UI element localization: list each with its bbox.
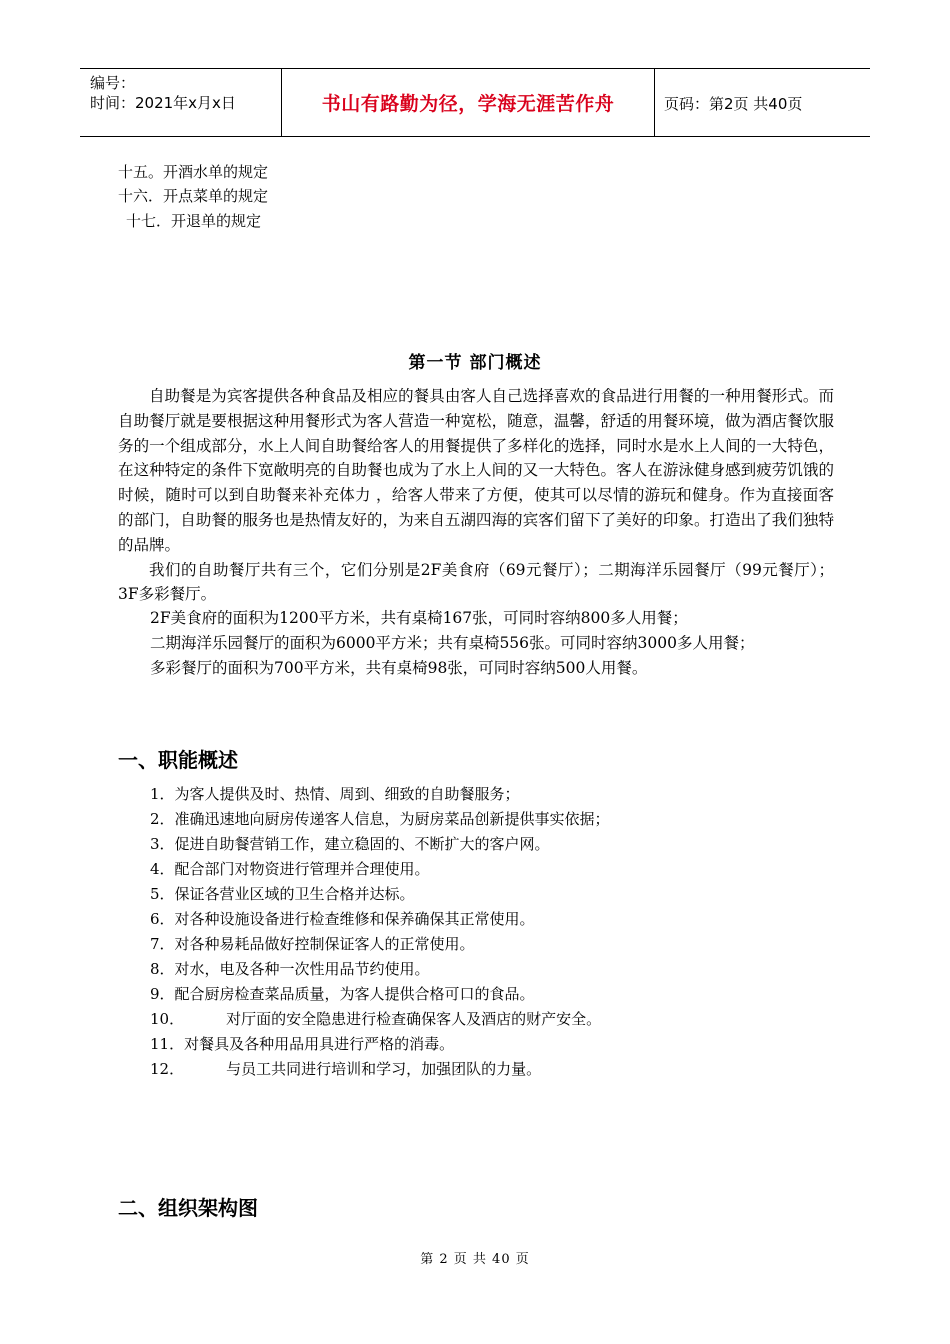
page-footer: 第 2 页 共 40 页 [420,1252,530,1267]
item-number: 7． [150,935,175,953]
item-text: 对餐具及各种用品用具进行严格的消毒。 [184,1035,455,1053]
header-number: 编号： [90,74,136,92]
item-text: 配合厨房检查菜品质量，为客人提供合格可口的食品。 [174,985,535,1003]
restaurant-detail-line: 2F美食府的面积为1200平方米，共有桌椅167张，可同时容纳800多人用餐； [150,609,688,627]
item-text: 为客人提供及时、热情、周到、细致的自助餐服务； [174,785,520,803]
list-item [150,932,610,957]
list-item [150,857,610,882]
list-item [150,1057,610,1082]
item-text: 配合部门对物资进行管理并合理使用。 [174,860,430,878]
list-item [150,957,610,982]
item-number: 5． [150,885,175,903]
item-number: 4． [150,860,175,878]
item-text: 与员工共同进行培训和学习，加强团队的力量。 [226,1060,542,1078]
header-motto: 书山有路勤为径，学海无涯苦作舟 [321,93,615,115]
header-divider [654,69,655,136]
list-item [150,882,610,907]
section-title: 第一节 部门概述 [408,353,542,373]
list-item [150,1007,610,1032]
section-body [118,384,834,607]
item-text: 促进自助餐营销工作，建立稳固的、不断扩大的客户网。 [174,835,550,853]
paragraph-intro: 自助餐是为宾客提供各种食品及相应的餐具由客人自己选择喜欢的食品进行用餐的一种用餐形式。而自助餐厅就是要根据这种用餐形式为客人营造一种宽松，随意，温馨，舒适的用餐环境，做为酒店餐饮服务的一个组成部分，水上人间自助餐给客人的用餐提供了多样化的选择，同时水是水上人间的一大特色，在这种特定的条件下宽敞明亮的自助餐也成为了水上人间的又一大特色。客人在游泳健身感到疲劳饥饿的时候，随时可以到自助餐来补充体力 ，给客人带来了方便，使其可以尽情的游玩和健身。作为直接面客的部门，自助餐的服务也是热情友好的，为来自五湖四海的宾客们留下了美好的印象。打造出了我们独特的品牌。 [118,387,834,554]
toc-item: 十六．开点菜单的规定 [118,187,269,205]
toc-item: 十五。开酒水单的规定 [118,163,269,181]
list-item [150,807,610,832]
list-item [150,907,610,932]
restaurant-detail-line: 二期海洋乐园餐厅的面积为6000平方米；共有桌椅556张。可同时容纳3000多人用餐； [150,634,755,652]
item-text: 准确迅速地向厨房传递客人信息，为厨房菜品创新提供事实依据； [174,810,610,828]
page-header [80,68,870,137]
list-item [150,1032,610,1057]
item-number: 9． [150,985,175,1003]
org-chart-heading: 二、组织架构图 [118,1196,258,1220]
list-item [150,982,610,1007]
paragraph-restaurants: 我们的自助餐厅共有三个，它们分别是2F美食府（69元餐厅）；二期海洋乐园餐厅（99元餐厅）；3F多彩餐厅。 [118,560,834,604]
item-number: 6． [150,910,175,928]
header-page-number: 页码：第2页 共40页 [664,95,803,113]
item-number: 8． [150,960,175,978]
item-number: 1． [150,785,175,803]
list-item [150,782,610,807]
functions-list [150,782,610,1082]
item-number: 11． [150,1035,185,1053]
item-number: 3． [150,835,175,853]
item-text: 对水，电及各种一次性用品节约使用。 [174,960,430,978]
header-meta [90,73,236,113]
toc-item: 十七．开退单的规定 [126,212,262,230]
item-text: 对各种设施设备进行检查维修和保养确保其正常使用。 [174,910,535,928]
item-number: 10． [150,1010,185,1028]
item-text: 对厅面的安全隐患进行检查确保客人及酒店的财产安全。 [226,1010,602,1028]
item-number: 12． [150,1060,185,1078]
list-item [150,832,610,857]
header-date: 时间：2021年x月x日 [90,94,236,112]
item-number: 2． [150,810,175,828]
restaurant-detail-line: 多彩餐厅的面积为700平方米，共有桌椅98张，可同时容纳500人用餐。 [150,659,648,677]
item-text: 对各种易耗品做好控制保证客人的正常使用。 [174,935,475,953]
item-text: 保证各营业区域的卫生合格并达标。 [174,885,415,903]
functions-heading: 一、职能概述 [118,748,238,772]
